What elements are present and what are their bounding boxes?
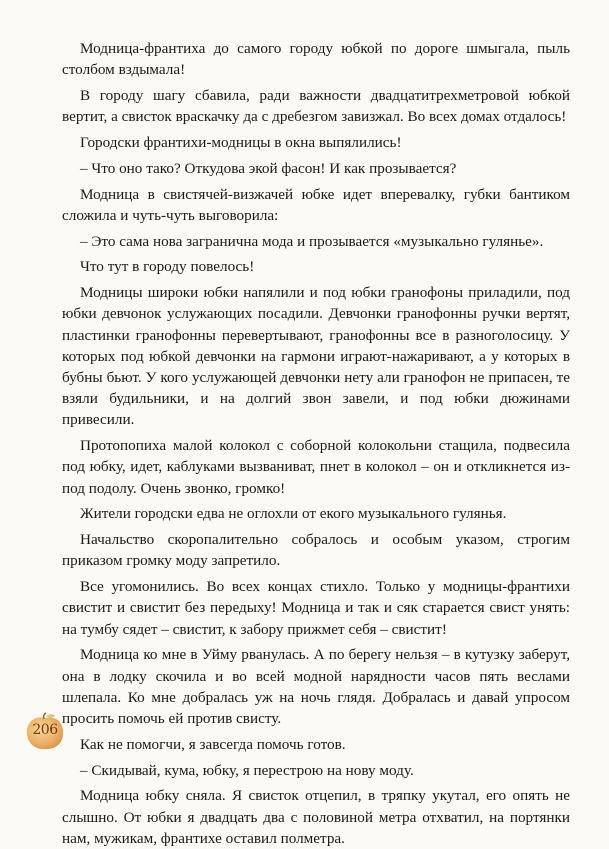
paragraph: – Что оно тако? Откудова экой фасон! И как прозывается? [80,159,457,177]
page-number: 206 [32,722,58,738]
paragraph: Протопопиха малой колокол с соборной колокольни стащила, подвесила под юбку, идет, каблуками вызваниват, пнет в колокол – он и откликнется из-под подолу. Очень звонко, громко! [62,437,570,497]
page-number-badge [24,712,66,752]
paragraph: Модница юбку сняла. Я свисток отцепил, в тряпку укутал, его опять не слышно. От юбки я двадцать два с половиной метра отхватил, на портянки нам, мужикам, франтихе оставил полметра. [62,787,570,847]
paragraph: Модницы широки юбки напялили и под юбки гранофоны приладили, под юбки девчонок услужающих посадили. Девчонки гранофонны ручки вертят, пластинки гранофонны перевертывают, гранофонны все в разноголосицу. У которых под юбкой девчонки на гармони играют-нажаривают, а у которых в бубны бьют. У кого услужающей девчонки нету али гранофон не припасен, те взяли будильники, и на долгий звон завели, и под юбки дюжинами привесили. [62,284,570,429]
paragraph: Жители городски едва не оглохли от екого музыкального гулянья. [80,505,507,523]
paragraph: Модница в свистячей-визжачей юбке идет вперевалку, губки бантиком сложила и чуть-чуть выговорила: [62,185,570,224]
story-text [62,38,570,849]
paragraph: Все угомонились. Во всех концах стихло. Только у модницы-франтихи свистит и свистит без передыху! Модница и так и сяк старается свист унять: на тумбу сядет – свистит, к забору прижмет себя – свистит! [62,578,570,638]
paragraph: Что тут в городу повелось! [80,258,255,276]
paragraph: Модница-франтиха до самого городу юбкой по дороге шмыгала, пыль столбом вздымала! [62,40,570,79]
paragraph: – Это сама нова загранична мода и прозывается «музыкально гулянье». [80,232,544,250]
paragraph: Модница ко мне в Уйму рванулась. А по берегу нельзя – в кутузку заберут, она в лодку скочила и во всей модной нарядности часов пять веслами шлепала. Ко мне добралась уж на ночь глядя. Добралась и давай упросом просить помочь ей против свисту. [62,646,570,728]
paragraph: В городу шагу сбавила, ради важности двадцатитрехметровой юбкой вертит, а свисток враскачку да с дребезгом завизжал. Во всех домах отдалось! [62,87,570,126]
paragraph: Как не помогчи, я завсегда помочь готов. [80,735,346,753]
paragraph: – Скидывай, кума, юбку, я перестрою на нову моду. [80,761,414,779]
paragraph: Начальство скоропалительно собралось и особым указом, строгим приказом громку моду запретило. [62,531,570,570]
paragraph: Городски франтихи-модницы в окна выпялились! [80,134,402,151]
